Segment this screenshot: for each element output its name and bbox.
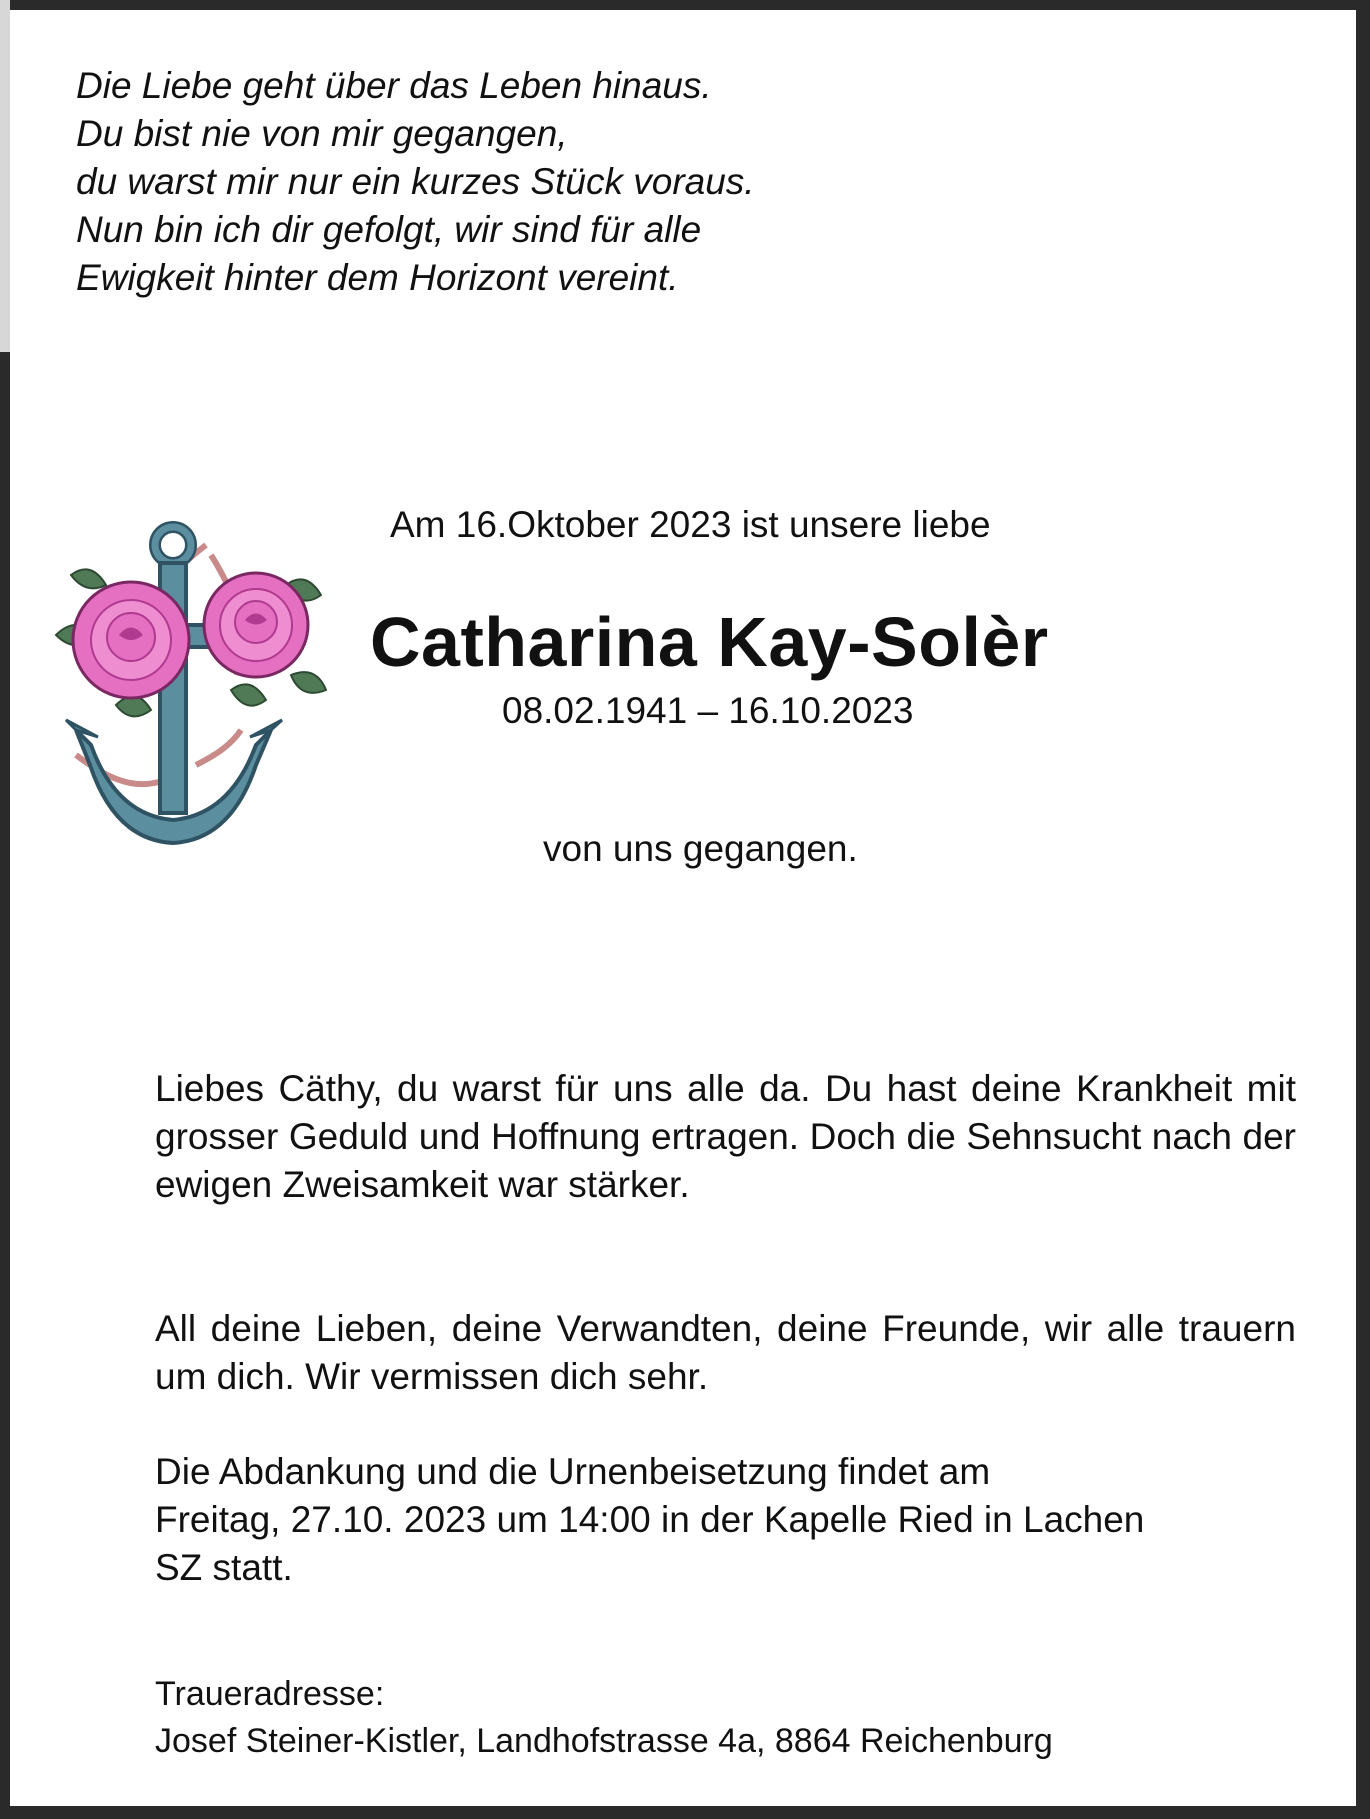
poem-line: du warst mir nur ein kurzes Stück voraus. — [76, 161, 755, 202]
page-edge — [0, 0, 10, 352]
deceased-name: Catharina Kay-Solèr — [370, 603, 1049, 681]
announcement-intro: Am 16.Oktober 2023 ist unsere liebe — [390, 504, 991, 545]
anchor-with-roses-icon — [36, 515, 356, 855]
paragraph: All deine Lieben, deine Verwandten, deine Freunde, wir alle trauern um dich. Wir vermissen dich sehr. — [155, 1308, 1296, 1397]
poem-line: Du bist nie von mir gegangen, — [76, 113, 568, 154]
ceremony-line: SZ statt. — [155, 1547, 293, 1588]
rose — [73, 582, 189, 698]
obituary-page — [10, 10, 1356, 1806]
address-value: Josef Steiner-Kistler, Landhofstrasse 4a, 8864 Reichenburg — [155, 1722, 1053, 1760]
poem — [76, 62, 755, 302]
page-edge — [1356, 0, 1370, 1819]
ceremony-line: Die Abdankung und die Urnenbeisetzung findet am — [155, 1451, 991, 1492]
rose — [204, 573, 308, 677]
paragraph: Liebes Cäthy, du warst für uns alle da. Du hast deine Krankheit mit grosser Geduld und Hoffnung ertragen. Doch die Sehnsucht nach der ewigen Zweisamkeit war stärker. — [155, 1068, 1296, 1205]
announcement-closing: von uns gegangen. — [543, 828, 858, 869]
ceremony-line: Freitag, 27.10. 2023 um 14:00 in der Kapelle Ried in Lachen — [155, 1499, 1145, 1540]
life-dates: 08.02.1941 – 16.10.2023 — [502, 690, 914, 731]
poem-line: Nun bin ich dir gefolgt, wir sind für alle — [76, 209, 702, 250]
page-edge — [0, 1806, 1370, 1819]
address-label: Traueradresse: — [155, 1675, 385, 1713]
poem-line: Die Liebe geht über das Leben hinaus. — [76, 65, 712, 106]
poem-line: Ewigkeit hinter dem Horizont vereint. — [76, 257, 679, 298]
paragraph-ceremony — [155, 1448, 1296, 1592]
